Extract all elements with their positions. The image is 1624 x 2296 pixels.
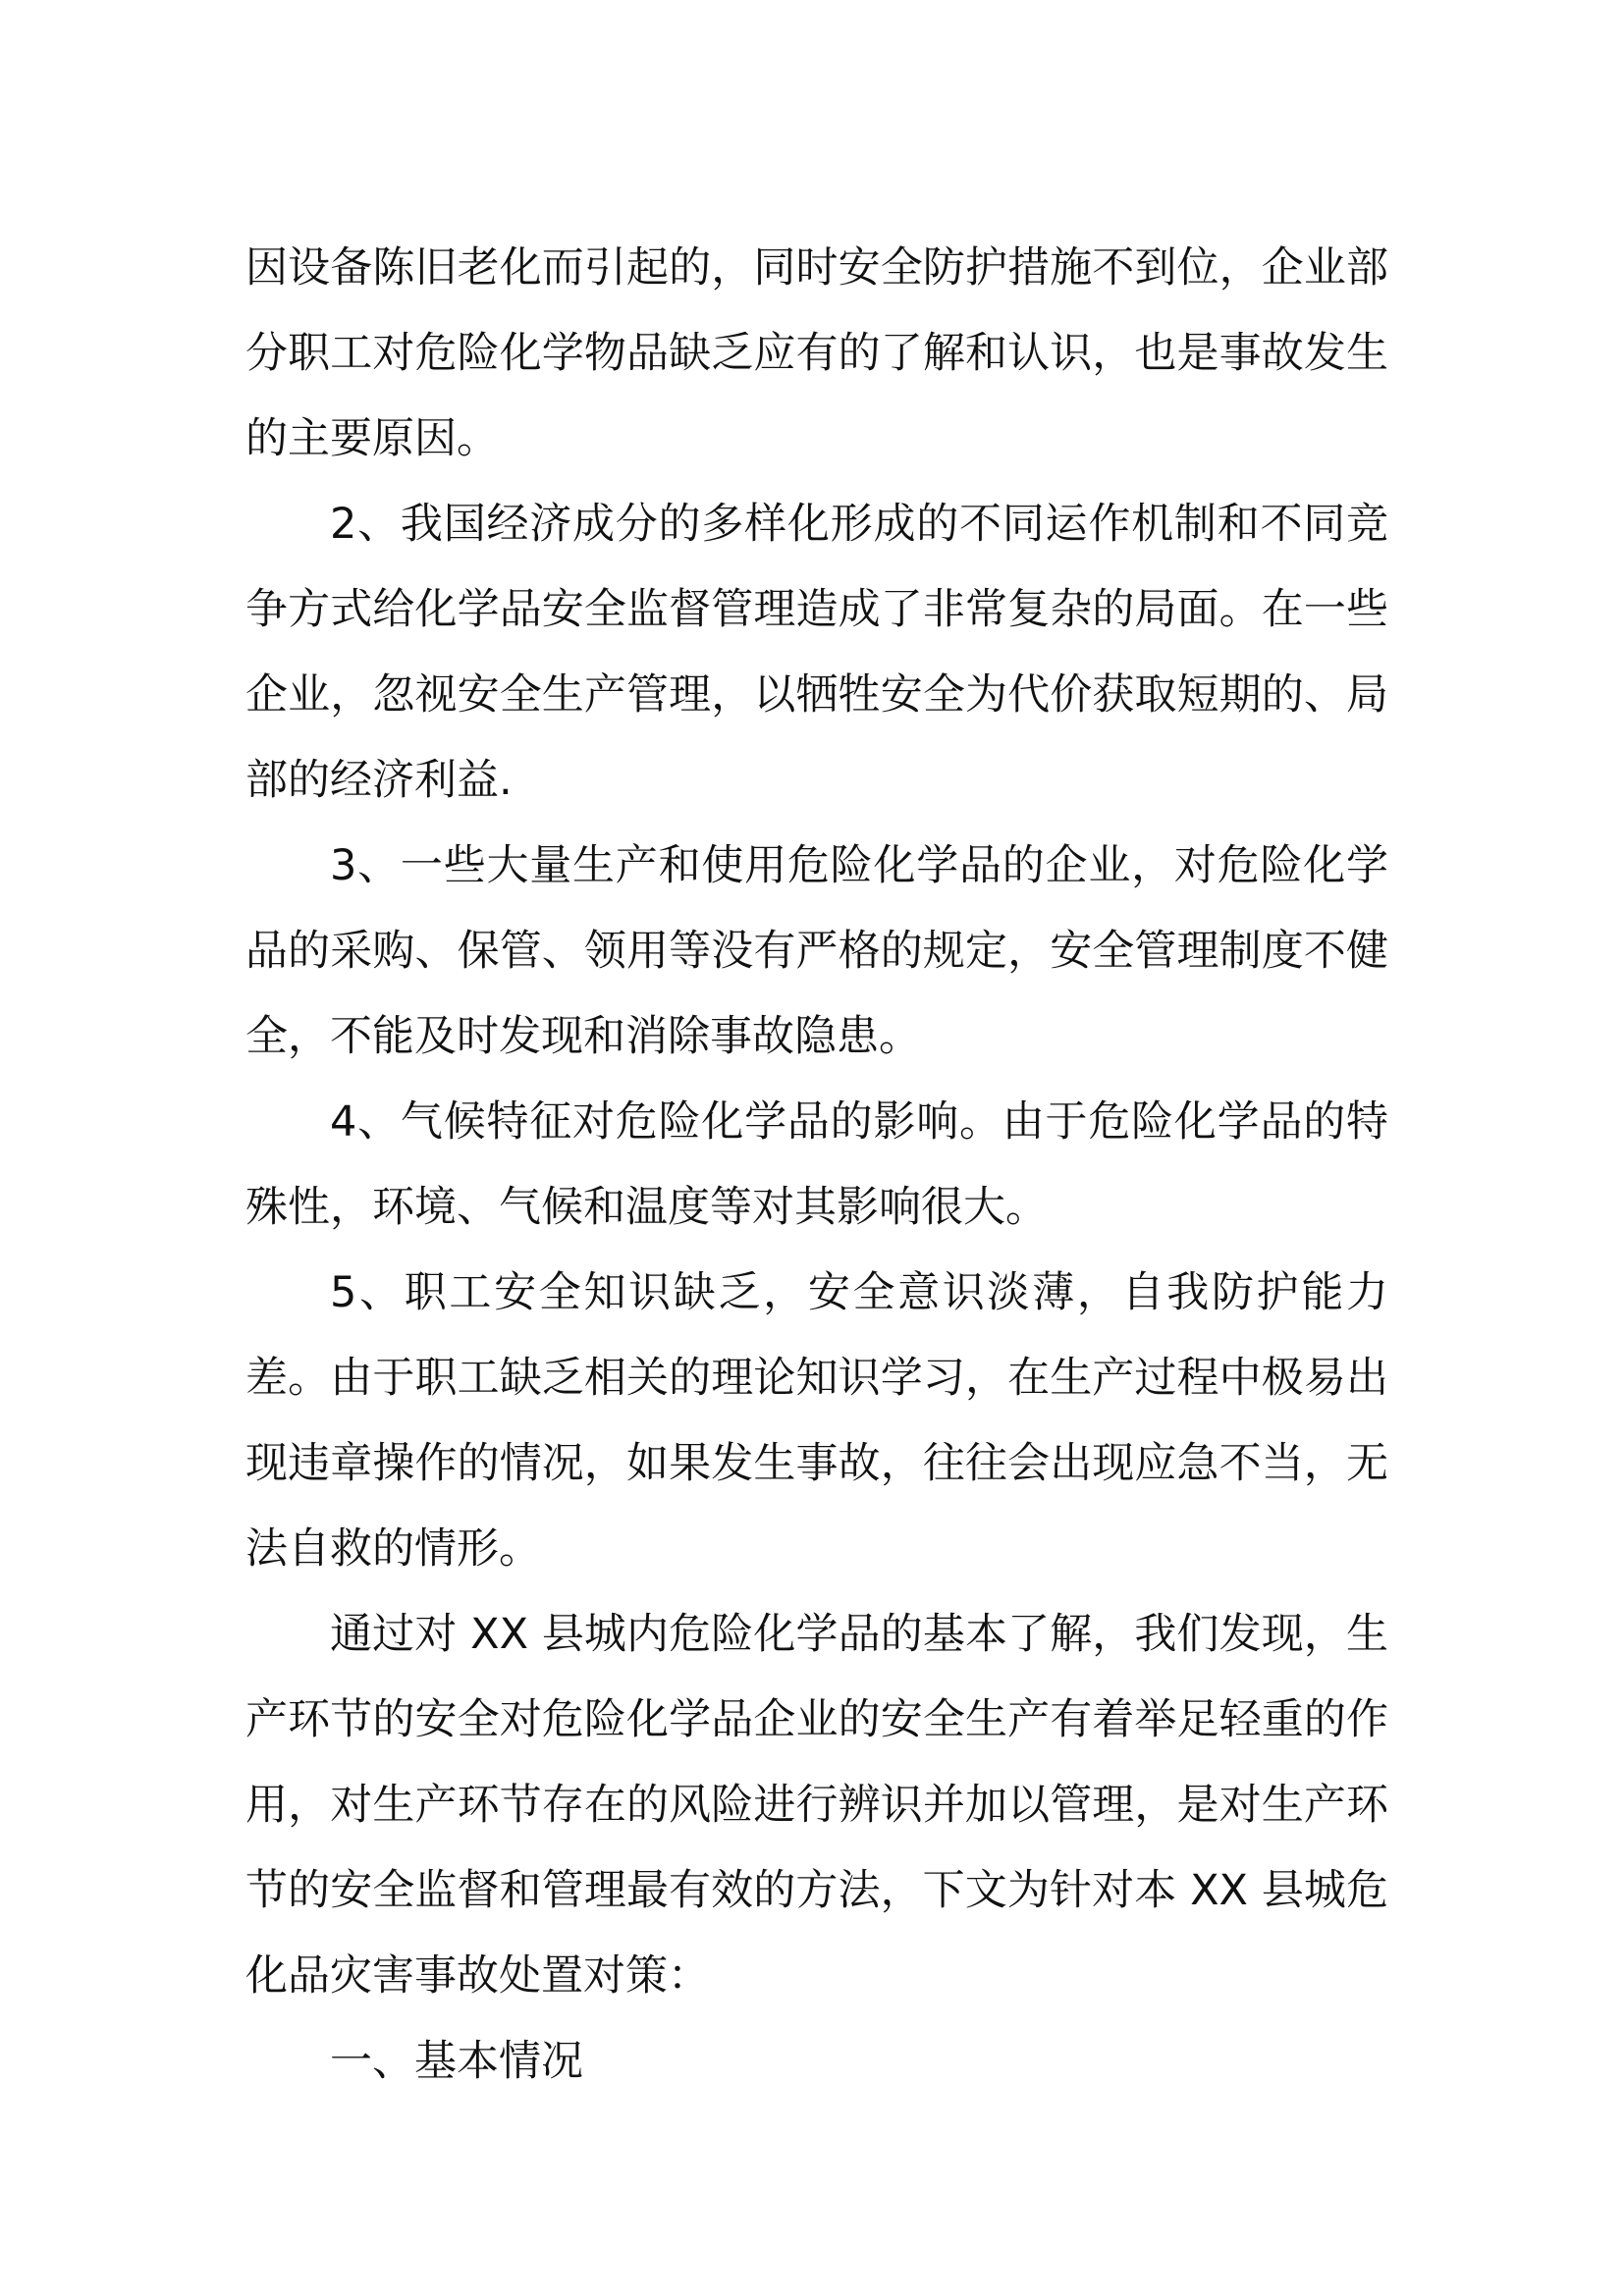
paragraph-item-5: 5、职工安全知识缺乏，安全意识淡薄，自我防护能力差。由于职工缺乏相关的理论知识学习，在生产过程中极易出现违章操作的情况，如果发生事故，往往会出现应急不当，无法自救的情形。	[245, 1268, 1388, 1574]
paragraph-continuation: 因设备陈旧老化而引起的，同时安全防护措施不到位，企业部分职工对危险化学物品缺乏应有的了解和认识，也是事故发生的主要原因。	[245, 243, 1388, 463]
paragraph-item-4: 4、气候特征对危险化学品的影响。由于危险化学品的特殊性，环境、气候和温度等对其影响很大。	[245, 1097, 1388, 1232]
paragraph-item-2: 2、我国经济成分的多样化形成的不同运作机制和不同竞争方式给化学品安全监督管理造成了非常复杂的局面。在一些企业，忽视安全生产管理，以牺牲安全为代价获取短期的、局部的经济利益.	[245, 500, 1388, 805]
section-heading: 一、基本情况	[330, 2037, 583, 2086]
paragraph-item-3: 3、一些大量生产和使用危险化学品的企业，对危险化学品的采购、保管、领用等没有严格的规定，安全管理制度不健全，不能及时发现和消除事故隐患。	[245, 841, 1388, 1061]
document-page	[245, 226, 1388, 2105]
paragraph-summary: 通过对 XX 县城内危险化学品的基本了解，我们发现，生产环节的安全对危险化学品企业的安全生产有着举足轻重的作用，对生产环节存在的风险进行辨识并加以管理，是对生产环节的安全监督和管理最有效的方法，下文为针对本 XX 县城危化品灾害事故处置对策：	[245, 1610, 1388, 2001]
